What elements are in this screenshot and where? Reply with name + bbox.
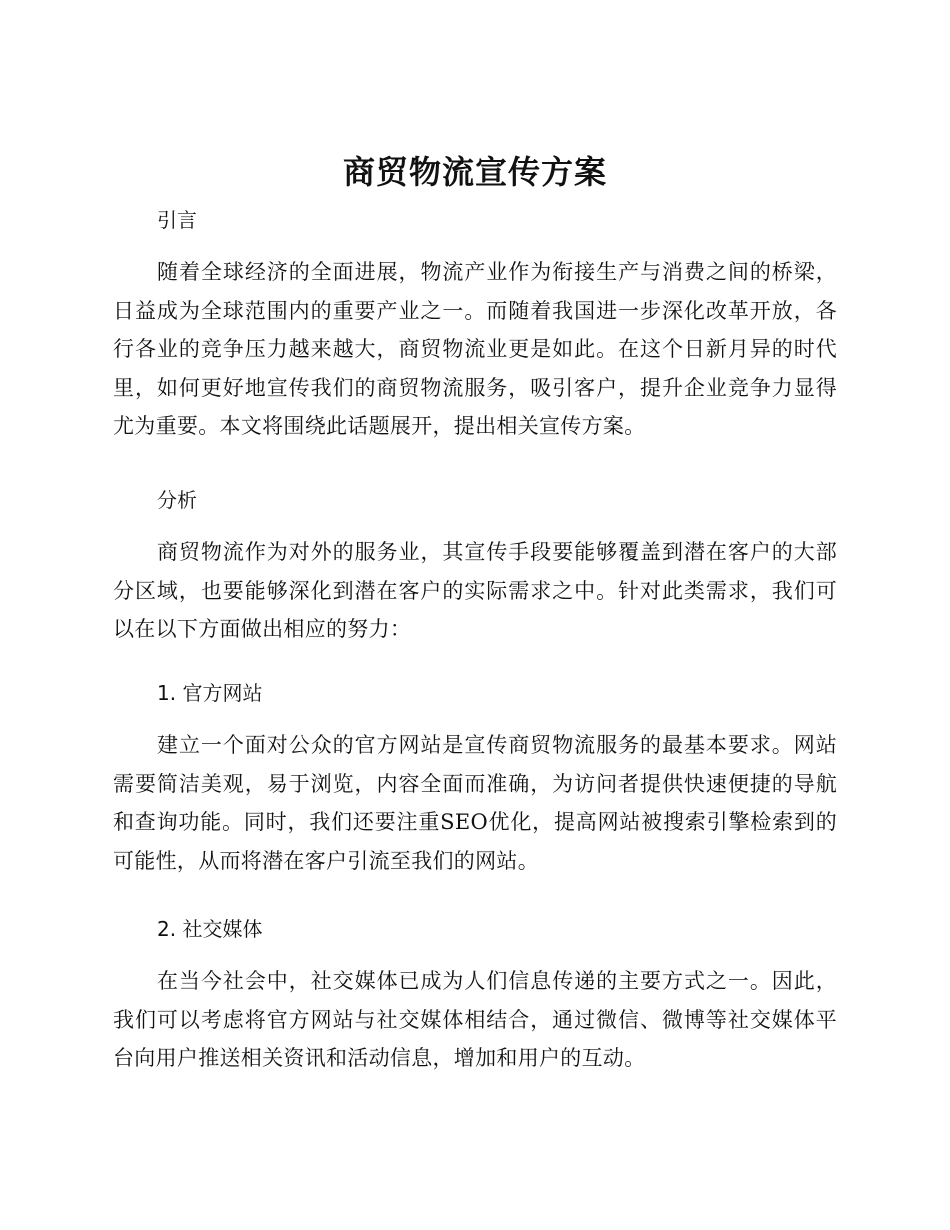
- section-paragraph-website: 建立一个面对公众的官方网站是宣传商贸物流服务的最基本要求。网站需要简洁美观，易于浏览，内容全面而准确，为访问者提供快速便捷的导航和查询功能。同时，我们还要注重SEO优化，提高网站被搜索引擎检索到的可能性，从而将潜在客户引流至我们的网站。: [113, 733, 837, 873]
- section-paragraph-analysis: 商贸物流作为对外的服务业，其宣传手段要能够覆盖到潜在客户的大部分区域，也要能够深化到潜在客户的实际需求之中。针对此类需求，我们可以在以下方面做出相应的努力：: [113, 540, 837, 641]
- page-title: 商贸物流宣传方案: [342, 153, 607, 191]
- section-heading-social-media: 2. 社交媒体: [157, 917, 263, 941]
- section-heading-intro: 引言: [157, 208, 197, 232]
- section-paragraph-social-media: 在当今社会中，社交媒体已成为人们信息传递的主要方式之一。因此，我们可以考虑将官方网站与社交媒体相结合，通过微信、微博等社交媒体平台向用户推送相关资讯和活动信息，增加和用户的互动。: [113, 969, 837, 1070]
- section-heading-analysis: 分析: [157, 488, 197, 512]
- section-heading-website: 1. 官方网站: [157, 681, 263, 705]
- section-paragraph-intro: 随着全球经济的全面进展，物流产业作为衔接生产与消费之间的桥梁，日益成为全球范围内的重要产业之一。而随着我国进一步深化改革开放，各行各业的竞争压力越来越大，商贸物流业更是如此。在这个日新月异的时代里，如何更好地宣传我们的商贸物流服务，吸引客户，提升企业竞争力显得尤为重要。本文将围绕此话题展开，提出相关宣传方案。: [113, 260, 837, 438]
